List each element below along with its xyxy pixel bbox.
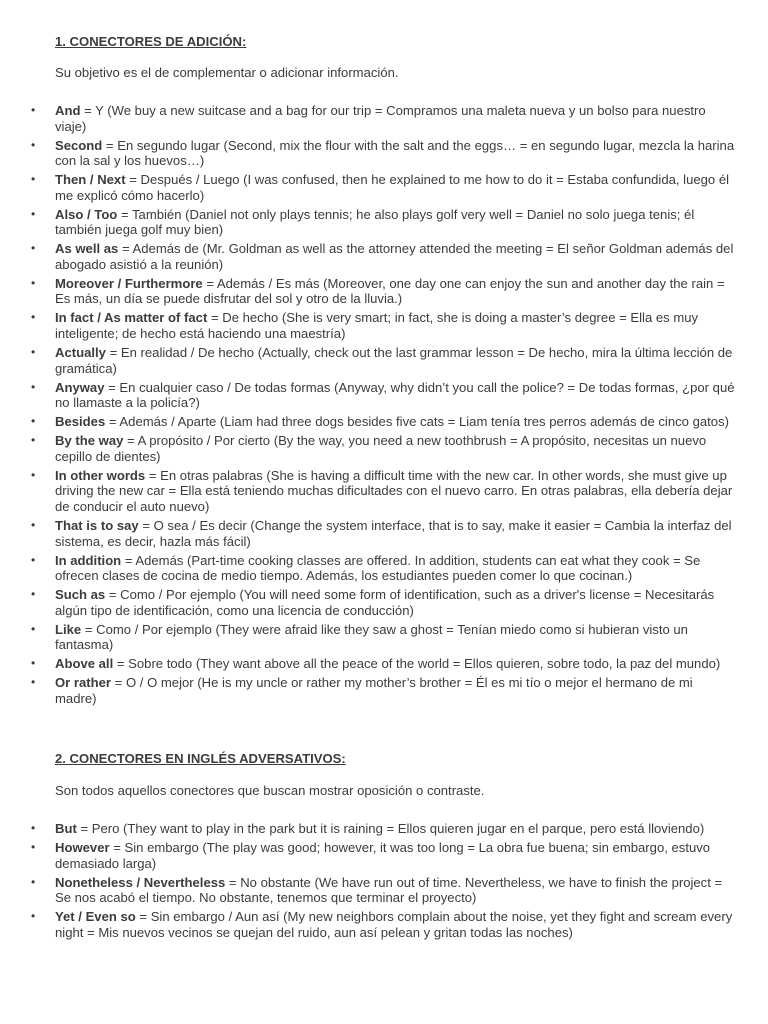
connector-definition: = Pero (They want to play in the park but it is raining = Ellos quieren jugar en el parque, pero está lloviendo) bbox=[76, 821, 705, 836]
connector-term: Actually bbox=[55, 345, 106, 361]
list-item bbox=[0, 622, 735, 653]
connector-definition: = En cualquier caso / De todas formas (Anyway, why didn’t you call the police? = De todas formas, ¿por qué no llamaste a la policía?) bbox=[55, 379, 735, 411]
connector-term: Moreover / Furthermore bbox=[55, 275, 203, 291]
list-item bbox=[0, 310, 735, 341]
list-item bbox=[0, 656, 735, 672]
connector-definition: = Sin embargo / Aun así (My new neighbors complain about the noise, yet they fight and scream every night = Mis nuevos vecinos se quejan del ruido, aun así pelean y gritan todas las noches) bbox=[55, 909, 733, 940]
connector-definition: = Además / Es más (Moreover, one day one can enjoy the sun and another day the rain = Es más, un día se puede disfrutar del sol y otro de la lluvia.) bbox=[55, 275, 725, 307]
connector-term: In other words bbox=[55, 467, 146, 483]
connector-term: And bbox=[55, 103, 81, 118]
connector-definition: = Y (We buy a new suitcase and a bag for our trip = Compramos una maleta nueva y un bolso para nuestro viaje) bbox=[55, 103, 706, 134]
connector-term: Such as bbox=[55, 587, 106, 603]
connector-term: Also / Too bbox=[55, 206, 118, 222]
connector-term: Anyway bbox=[55, 379, 105, 395]
connector-definition: = A propósito / Por cierto (By the way, you need a new toothbrush = A propósito, necesitas un nuevo cepillo de dientes) bbox=[55, 433, 707, 464]
list-item bbox=[0, 207, 735, 238]
list-item bbox=[0, 468, 735, 515]
list-item bbox=[0, 840, 735, 871]
list-item bbox=[0, 875, 735, 906]
connector-term: Second bbox=[55, 137, 103, 153]
list-item bbox=[0, 276, 735, 307]
connector-term: As well as bbox=[55, 241, 119, 257]
section-1-intro: Su objetivo es el de complementar o adicionar información. bbox=[55, 65, 399, 80]
connector-definition: = Después / Luego (I was confused, then he explained to me how to do it = Estaba confundida, luego él me explicó cómo hacerlo) bbox=[55, 172, 730, 203]
list-item bbox=[0, 821, 735, 837]
connector-definition: = En realidad / De hecho (Actually, check out the last grammar lesson = De hecho, mira la última lección de gramática) bbox=[55, 345, 733, 376]
connector-definition: = También (Daniel not only plays tennis; he also plays golf very well = Daniel no solo juega tenis; él también juega golf muy bien) bbox=[55, 206, 695, 238]
list-item bbox=[0, 103, 735, 134]
section-2-intro: Son todos aquellos conectores que buscan mostrar oposición o contraste. bbox=[55, 783, 485, 798]
connector-term: Besides bbox=[55, 414, 106, 430]
list-item bbox=[0, 553, 735, 584]
list-item bbox=[0, 414, 735, 430]
list-item bbox=[0, 433, 735, 464]
connector-term: By the way bbox=[55, 433, 124, 449]
connector-term: In addition bbox=[55, 552, 122, 568]
list-item bbox=[0, 345, 735, 376]
connector-term: Yet / Even so bbox=[55, 909, 136, 925]
list-item bbox=[0, 675, 735, 706]
list-item bbox=[0, 909, 735, 940]
section-2-list bbox=[0, 821, 768, 944]
connector-definition: = En otras palabras (She is having a difficult time with the new car. In other words, she must give up driving the new car = Ella está teniendo muchas dificultades con el nuevo carro. En otras palabras, ella debería dejar de conducir el auto nuevo) bbox=[55, 467, 733, 514]
connector-definition: = Además de (Mr. Goldman as well as the attorney attended the meeting = El señor Goldman además del abogado asistió a la reunión) bbox=[55, 241, 734, 272]
connector-definition: = O sea / Es decir (Change the system interface, that is to say, make it easier = Cambia la interfaz del sistema, es decir, hazla más fácil) bbox=[55, 517, 732, 549]
connector-definition: = De hecho (She is very smart; in fact, she is doing a master’s degree = Ella es muy inteligente; de hecho está haciendo una maestría) bbox=[55, 310, 699, 342]
connector-term: Above all bbox=[55, 656, 114, 672]
section-1-list bbox=[0, 103, 768, 710]
list-item bbox=[0, 241, 735, 272]
connector-definition: = Sobre todo (They want above all the peace of the world = Ellos quieren, sobre todo, la paz del mundo) bbox=[113, 656, 721, 672]
connector-definition: = En segundo lugar (Second, mix the flour with the salt and the eggs… = en segundo lugar, mezcla la harina con la sal y los huevos…) bbox=[55, 137, 735, 169]
connector-definition: = Además (Part-time cooking classes are offered. In addition, students can eat what they cook = Se ofrecen clases de cocina de medio tiempo. Además, los estudiantes pueden comer lo que cocinan.) bbox=[55, 552, 701, 584]
connector-definition: = Como / Por ejemplo (You will need some form of identification, such as a driver's license = Necesitarás algún tipo de identificación, como una licencia de conducción) bbox=[55, 587, 715, 618]
connector-definition: = No obstante (We have run out of time. Nevertheless, we have to finish the project = Se nos acabó el tiempo. No obstante, tenemos que terminar el proyecto) bbox=[55, 874, 723, 906]
list-item bbox=[0, 138, 735, 169]
connector-term: In fact / As matter of fact bbox=[55, 310, 208, 326]
connector-term: But bbox=[55, 821, 77, 836]
list-item bbox=[0, 380, 735, 411]
connector-term: Or rather bbox=[55, 675, 112, 691]
connector-term: Then / Next bbox=[55, 172, 126, 188]
connector-term: That is to say bbox=[55, 517, 139, 533]
connector-term: Like bbox=[55, 621, 82, 637]
connector-definition: = O / O mejor (He is my uncle or rather my mother’s brother = Él es mi tío o mejor el hermano de mi madre) bbox=[55, 675, 693, 706]
section-2-heading: 2. CONECTORES EN INGLÉS ADVERSATIVOS: bbox=[55, 751, 346, 766]
connector-term: Nonetheless / Nevertheless bbox=[55, 874, 226, 890]
connector-definition: = Sin embargo (The play was good; however, it was too long = La obra fue buena; sin embargo, estuvo demasiado larga) bbox=[55, 839, 711, 871]
connector-term: However bbox=[55, 839, 110, 855]
list-item bbox=[0, 587, 735, 618]
connector-definition: = Como / Por ejemplo (They were afraid like they saw a ghost = Tenían miedo como si hubieran visto un fantasma) bbox=[55, 621, 688, 653]
list-item bbox=[0, 172, 735, 203]
list-item bbox=[0, 518, 735, 549]
section-1-heading: 1. CONECTORES DE ADICIÓN: bbox=[55, 34, 247, 49]
connector-definition: = Además / Aparte (Liam had three dogs besides five cats = Liam tenía tres perros además de cinco gatos) bbox=[105, 414, 729, 430]
